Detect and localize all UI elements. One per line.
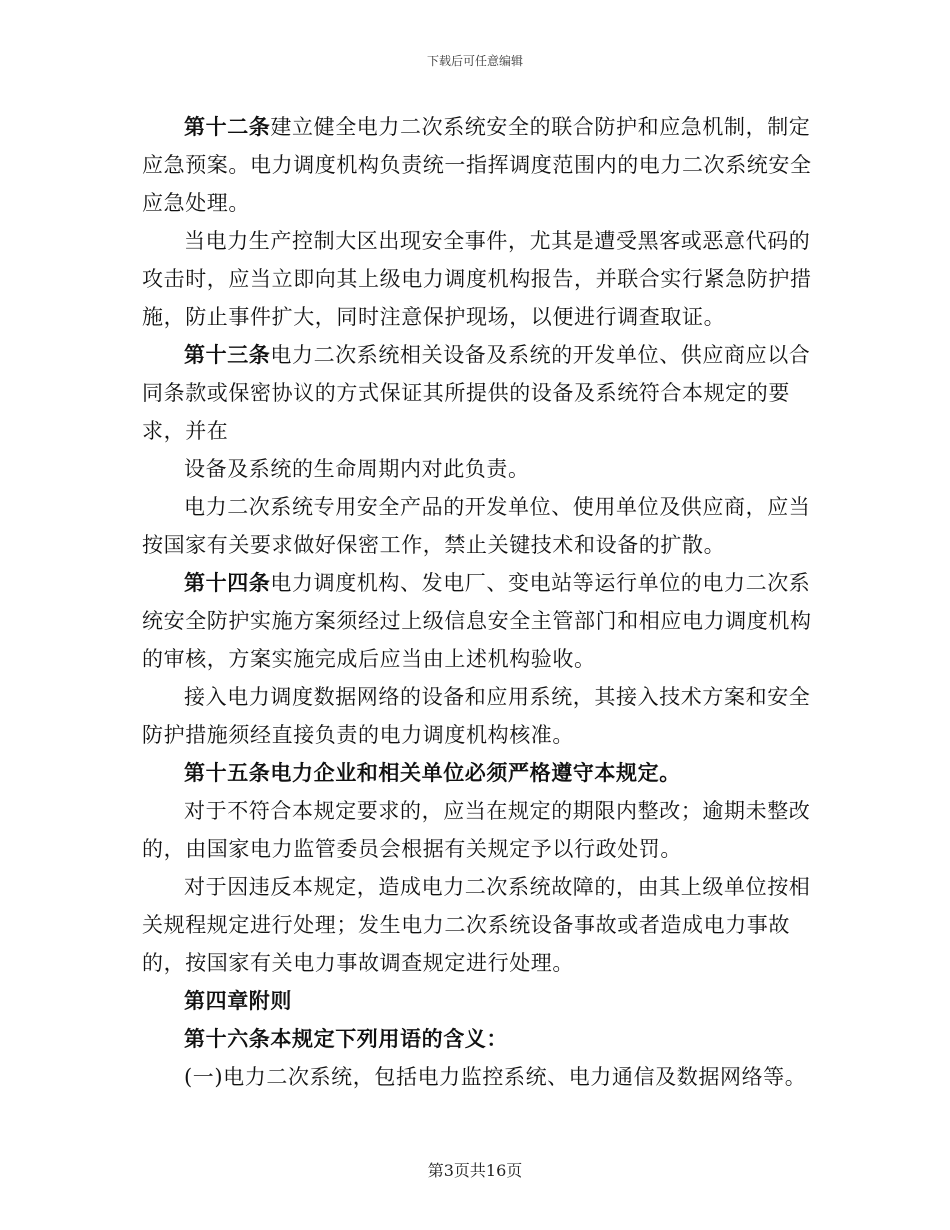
article-label: 第十五条电力企业和相关单位必须严格遵守本规定。 [184,760,681,785]
chapter-heading [142,982,812,1020]
paragraph-10 [142,868,812,982]
paragraph-3 [142,336,812,450]
paragraph-5 [142,488,812,564]
paragraph-text: 电力二次系统相关设备及系统的开发单位、供应商应以合同条款或保密协议的方式保证其所提供的设备及系统符合本规定的要求，并在 [142,343,811,443]
page-number: 第3页共16页 [427,1161,523,1180]
paragraph-text: 设备及系统的生命周期内对此负责。 [184,457,530,481]
chapter-title: 第四章附则 [184,988,292,1013]
paragraph-7 [142,678,812,754]
paragraph-6 [142,564,812,678]
paragraph-4 [142,450,812,488]
page-header: 下载后可任意编辑 [426,54,523,68]
document-body [142,108,812,1096]
paragraph-text: 电力调度机构、发电厂、变电站等运行单位的电力二次系统安全防护实施方案须经过上级信息安全主管部门和相应电力调度机构的审核，方案实施完成后应当由上述机构验收。 [142,571,812,671]
paragraph-12 [142,1020,812,1058]
paragraph-text: 对于不符合本规定要求的，应当在规定的期限内整改；逾期未整改的，由国家电力监管委员会根据有关规定予以行政处罚。 [142,799,811,861]
paragraph-2 [142,222,812,336]
paragraph-text: 接入电力调度数据网络的设备和应用系统，其接入技术方案和安全防护措施须经直接负责的电力调度机构核准。 [142,685,811,747]
paragraph-text: 建立健全电力二次系统安全的联合防护和应急机制，制定应急预案。电力调度机构负责统一指挥调度范围内的电力二次系统安全应急处理。 [142,115,812,215]
paragraph-8 [142,754,812,792]
article-label: 第十四条 [184,570,271,595]
paragraph-text: (一)电力二次系统，包括电力监控系统、电力通信及数据网络等。 [184,1065,807,1089]
paragraph-text: 电力二次系统专用安全产品的开发单位、使用单位及供应商，应当按国家有关要求做好保密工作，禁止关键技术和设备的扩散。 [142,495,811,557]
paragraph-13 [142,1058,812,1096]
article-label: 第十二条 [184,114,271,139]
paragraph-9 [142,792,812,868]
paragraph-1 [142,108,812,222]
article-label: 第十六条本规定下列用语的含义： [184,1026,508,1051]
paragraph-text: 对于因违反本规定，造成电力二次系统故障的，由其上级单位按相关规程规定进行处理；发生电力二次系统设备事故或者造成电力事故的，按国家有关电力事故调查规定进行处理。 [142,875,811,975]
article-label: 第十三条 [184,342,271,367]
paragraph-text: 当电力生产控制大区出现安全事件，尤其是遭受黑客或恶意代码的攻击时，应当立即向其上级电力调度机构报告，并联合实行紧急防护措施，防止事件扩大，同时注意保护现场，以便进行调查取证。 [142,229,812,329]
